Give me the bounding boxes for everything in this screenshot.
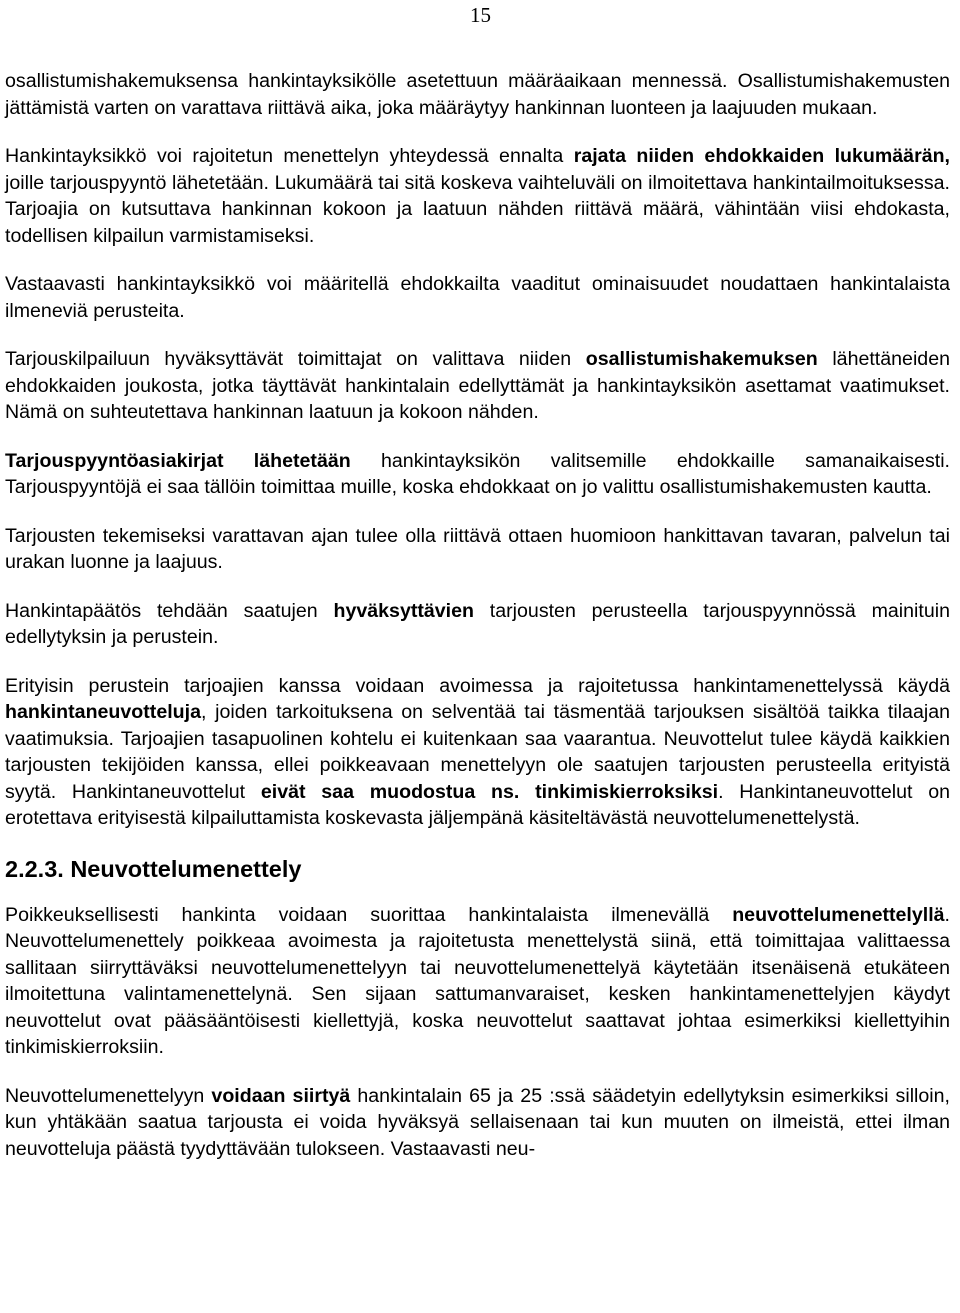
paragraph-p8 [5, 673, 950, 832]
bold-text: hyväksyttävien [333, 599, 474, 622]
text-run: Neuvottelumenettelyyn [5, 1084, 212, 1107]
text-run: joille tarjouspyyntö lähetetään. Lukumäärä tai sitä koskeva vaihteluväli on ilmoitettava hankintailmoituksessa. Tarjoajia on kutsuttava hankinnan kokoon ja laatuun nähden riittävä määrä, vähintään viisi ehdokasta, todellisen kilpailun varmistamiseksi. [5, 171, 950, 247]
bold-text: hankintaneuvotteluja [5, 701, 201, 723]
text-run: lähettäneiden ehdokkaiden joukosta, jotka täyttävät hankintalain edellyttämät ja hankintayksikön asettamat vaatimukset. Nämä on suhteutettava hankinnan laatuun ja kokoon nähden. [5, 348, 950, 423]
bold-text: rajata niiden ehdokkaiden lukumäärän, [573, 145, 950, 167]
bold-text: osallistumishakemuksen [585, 348, 818, 370]
bold-text: Tarjouspyyntöasiakirjat lähetetään [5, 449, 351, 472]
text-run: hankintayksikön valitsemille ehdokkaille samanaikaisesti. Tarjouspyyntöjä ei saa tällöin toimittaa muille, koska ehdokkaat on jo valittu osallistumishakemusten kautta. [5, 449, 950, 498]
text-run: . Hankintaneuvottelut on erotettava erityisestä kilpailuttamista koskevasta jäljempänä käsiteltävästä neuvottelumenettelystä. [5, 780, 951, 829]
document-body [5, 68, 950, 1184]
section-heading: 2.2.3. Neuvottelumenettely [5, 855, 302, 882]
paragraph-p6 [5, 523, 950, 576]
text-run: Erityisin perustein tarjoajien kanssa voidaan avoimessa ja rajoitetussa hankintamenettelyssä käydä [5, 674, 950, 697]
text-run: Vastaavasti hankintayksikkö voi määritellä ehdokkailta vaaditut ominaisuudet noudattaen hankintalaista ilmeneviä perusteita. [5, 273, 950, 322]
paragraphs-before-heading [5, 68, 950, 832]
paragraph-p9 [5, 902, 950, 1061]
text-run: osallistumishakemuksensa hankintayksikölle asetettuun määräaikaan mennessä. Osallistumishakemusten jättämistä varten on varattava riittävä aika, joka määräytyy hankinnan luonteen ja laajuuden mukaan. [5, 70, 950, 119]
text-run: Tarjouskilpailuun hyväksyttävät toimittajat on valittava niiden [5, 348, 586, 370]
paragraph-p7 [5, 598, 950, 651]
bold-text: eivät saa muodostua ns. tinkimiskierroksiksi [260, 780, 719, 803]
paragraph-p2 [5, 143, 950, 249]
bold-text: neuvottelumenettelyllä [732, 903, 945, 926]
text-run: Hankintapäätös tehdään saatujen [5, 599, 334, 622]
text-run: tarjousten perusteella tarjouspyynnössä mainituin edellytyksin ja perustein. [5, 599, 951, 648]
bold-text: voidaan siirtyä [211, 1084, 351, 1107]
text-run: Poikkeuksellisesti hankinta voidaan suorittaa hankintalaista ilmenevällä [5, 903, 733, 926]
text-run: Tarjousten tekemiseksi varattavan ajan tulee olla riittävä ottaen huomioon hankittavan tavaran, palvelun tai urakan luonne ja laajuus. [5, 524, 950, 573]
paragraph-p4 [5, 346, 950, 426]
paragraph-p3 [5, 271, 950, 324]
text-run: , joiden tarkoituksena on selventää tai täsmentää tarjouksen sisältöä taikka tilaajan vaatimuksia. Tarjoajien tasapuolinen kohtelu ei kuitenkaan saa vaarantua. Neuvottelut tulee käydä kaikkien tarjousten tekijöiden kanssa, ellei poikkeavaan menettelyyn ole saatujen tarjousten perusteella erityistä syytä. Hankintaneuvottelut [5, 701, 950, 803]
paragraph-p10 [5, 1083, 950, 1163]
text-run: Hankintayksikkö voi rajoitetun menettelyn yhteydessä ennalta [5, 145, 574, 167]
paragraphs-after-heading [5, 902, 950, 1163]
text-run: . Neuvottelumenettely poikkeaa avoimesta ja rajoitetusta menettelystä siinä, että toimittajaa valittaessa sallitaan siirryttäväksi neuvottelumenettelyyn tai neuvottelumenettelyä käytetään itsenäisenä etukäteen ilmoitettuna valintamenettelynä. Sen sijaan sattumanvaraiset, kesken hankintamenettelyjen käydyt neuvottelut ovat pääsääntöisesti kiellettyjä, koska neuvottelut saattavat johtaa esimerkiksi kiellettyihin tinkimiskierroksiin. [5, 903, 950, 1058]
text-run: hankintalain 65 ja 25 :ssä säädetyin edellytyksin esimerkiksi silloin, kun yhtäkään saatua tarjousta ei voida hyväksyä sellaisenaan tai kun muuten on ilmeistä, ettei ilman neuvotteluja päästä tyydyttävään tulokseen. Vastaavasti neu- [5, 1084, 951, 1160]
paragraph-p5 [5, 448, 950, 501]
page-number: 15 [470, 3, 491, 27]
paragraph-p1 [5, 68, 950, 121]
